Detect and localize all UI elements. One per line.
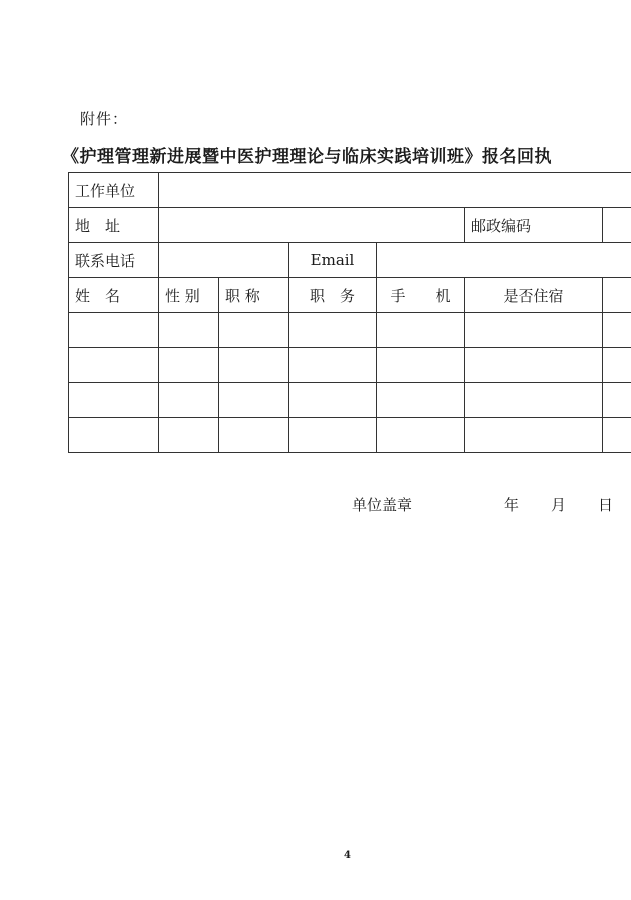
cell-position[interactable] — [289, 418, 377, 453]
cell-position[interactable] — [289, 383, 377, 418]
cell-accommodation[interactable] — [465, 313, 603, 348]
date-line — [504, 494, 613, 515]
phone-field[interactable] — [159, 243, 289, 278]
email-label: Email — [289, 243, 377, 278]
header-position: 职 务 — [289, 278, 377, 313]
cell-name[interactable] — [69, 348, 159, 383]
header-name: 姓 名 — [69, 278, 159, 313]
cell-name[interactable] — [69, 313, 159, 348]
cell-name[interactable] — [69, 383, 159, 418]
column-header-row — [69, 278, 631, 313]
cell-accommodation[interactable] — [465, 418, 603, 453]
page-number: 4 — [344, 850, 351, 861]
address-field[interactable] — [159, 208, 465, 243]
year-label: 年 — [504, 496, 520, 514]
cell-title[interactable] — [219, 418, 289, 453]
cell-position[interactable] — [289, 348, 377, 383]
phone-row — [69, 243, 631, 278]
attachment-label: 附件： — [80, 110, 129, 128]
cell-gender[interactable] — [159, 418, 219, 453]
cell-title[interactable] — [219, 383, 289, 418]
table-row — [69, 313, 631, 348]
header-gender: 性 别 — [159, 278, 219, 313]
cell-title[interactable] — [219, 348, 289, 383]
work-unit-label: 工作单位 — [69, 173, 159, 208]
email-field[interactable] — [377, 243, 631, 278]
cell-phone[interactable] — [377, 313, 465, 348]
form-title: 《护理管理新进展暨中医护理理论与临床实践培训班》报名回执 — [62, 147, 552, 167]
day-label: 日 — [598, 496, 614, 514]
address-label: 地 址 — [69, 208, 159, 243]
cell-gender[interactable] — [159, 313, 219, 348]
cell-name[interactable] — [69, 418, 159, 453]
cell-extra[interactable] — [603, 348, 631, 383]
cell-gender[interactable] — [159, 348, 219, 383]
cell-phone[interactable] — [377, 418, 465, 453]
cell-phone[interactable] — [377, 348, 465, 383]
postcode-label: 邮政编码 — [465, 208, 603, 243]
cell-position[interactable] — [289, 313, 377, 348]
cell-phone[interactable] — [377, 383, 465, 418]
table-row — [69, 383, 631, 418]
address-row — [69, 208, 631, 243]
postcode-field[interactable] — [603, 208, 631, 243]
header-title: 职 称 — [219, 278, 289, 313]
header-accommodation: 是否住宿 — [465, 278, 603, 313]
work-unit-row — [69, 173, 631, 208]
cell-accommodation[interactable] — [465, 348, 603, 383]
registration-form-table — [68, 172, 631, 453]
work-unit-field[interactable] — [159, 173, 631, 208]
seal-label: 单位盖章 — [352, 496, 413, 514]
table-row — [69, 418, 631, 453]
cell-title[interactable] — [219, 313, 289, 348]
month-label: 月 — [551, 496, 567, 514]
cell-extra[interactable] — [603, 313, 631, 348]
cell-accommodation[interactable] — [465, 383, 603, 418]
cell-gender[interactable] — [159, 383, 219, 418]
phone-label: 联系电话 — [69, 243, 159, 278]
header-extra — [603, 278, 631, 313]
header-phone: 手 机 — [377, 278, 465, 313]
table-row — [69, 348, 631, 383]
cell-extra[interactable] — [603, 383, 631, 418]
cell-extra[interactable] — [603, 418, 631, 453]
